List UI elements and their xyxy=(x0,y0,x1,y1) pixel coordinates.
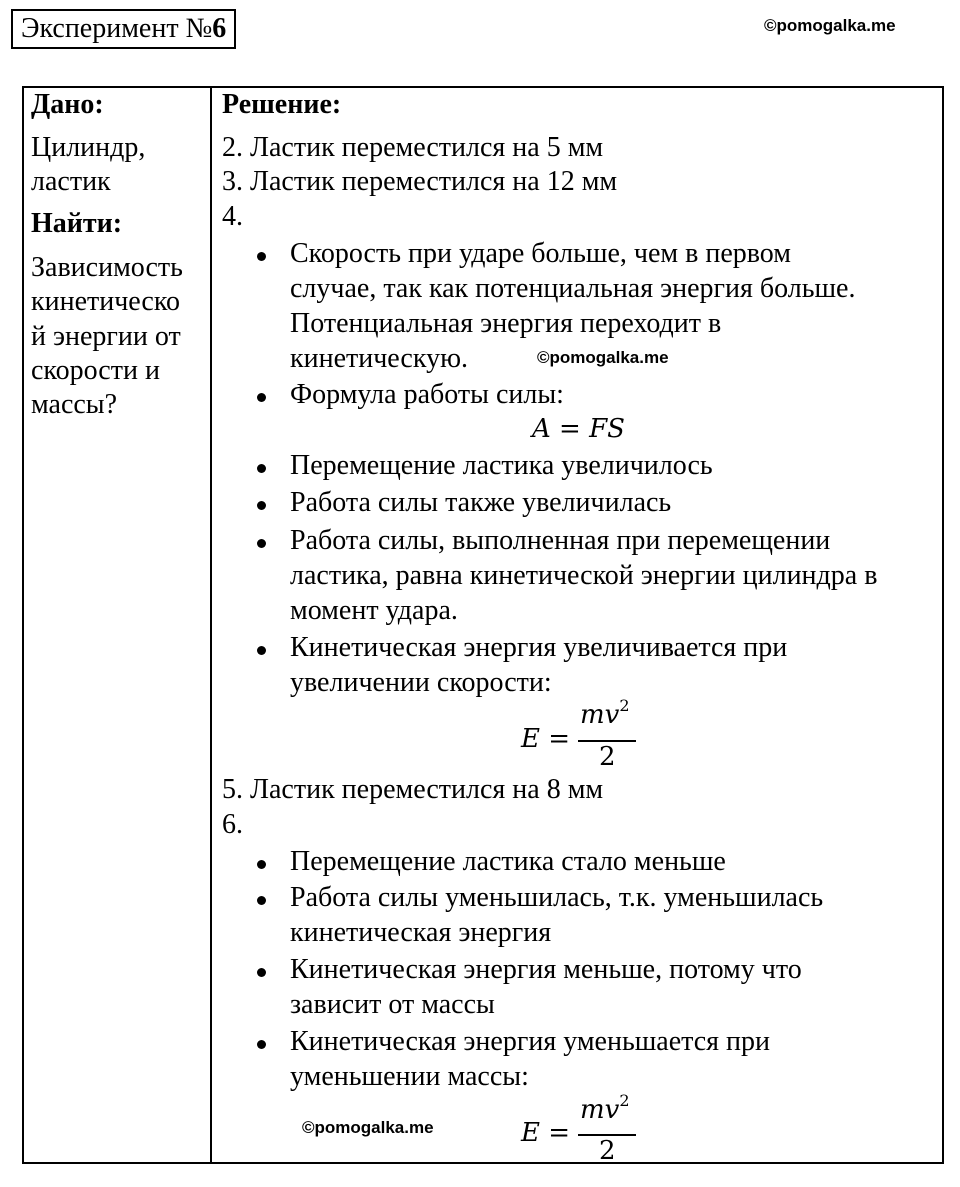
bullet-text: Работа силы также увеличилась xyxy=(290,487,672,518)
experiment-number: 6 xyxy=(212,13,227,44)
bullet-dot xyxy=(257,860,266,869)
step-4: 4. xyxy=(222,201,243,232)
page-title: Эксперимент №6 xyxy=(11,9,236,49)
bullet-text: Работа силы, выполненная при перемещении xyxy=(290,525,831,556)
find-line: Зависимость xyxy=(31,252,183,283)
bullet-text: Потенциальная энергия переходит в xyxy=(290,308,722,339)
step-3: 3. Ластик переместился на 12 мм xyxy=(222,166,618,197)
bullet-text: Перемещение ластика увеличилось xyxy=(290,450,713,481)
bullet-text: Кинетическая энергия меньше, потому что xyxy=(290,954,802,985)
bullet-text: увеличении скорости: xyxy=(290,667,552,698)
formula-energy-denominator: 2 xyxy=(599,742,616,772)
bullet-text: Кинетическая энергия увеличивается при xyxy=(290,632,788,663)
step-5: 5. Ластик переместился на 8 мм xyxy=(222,774,604,805)
bullet-dot xyxy=(257,896,266,905)
bullet-text: кинетическая энергия xyxy=(290,917,552,948)
find-label: Найти: xyxy=(31,208,123,239)
bullet-text: момент удара. xyxy=(290,595,458,626)
step-2: 2. Ластик переместился на 5 мм xyxy=(222,132,604,163)
formula-energy-lhs: E = xyxy=(521,1118,571,1148)
bullet-text: Кинетическая энергия уменьшается при xyxy=(290,1026,770,1057)
bullet-text: Формула работы силы: xyxy=(290,379,564,410)
formula-energy-numerator: $mv^2$ xyxy=(580,696,630,730)
bullet-dot xyxy=(257,646,266,655)
given-line: ластик xyxy=(31,166,111,197)
bullet-text: Работа силы уменьшилась, т.к. уменьшилась xyxy=(290,882,824,913)
find-line: й энергии от xyxy=(31,321,181,352)
formula-energy-lhs: E = xyxy=(521,724,571,754)
bullet-text: Перемещение ластика стало меньше xyxy=(290,846,726,877)
bullet-text: ластика, равна кинетической энергии цилиндра в xyxy=(290,560,878,591)
solution-label: Решение: xyxy=(222,89,342,120)
bullet-dot xyxy=(257,539,266,548)
find-line: кинетическо xyxy=(31,286,181,317)
bullet-dot xyxy=(257,252,266,261)
watermark-middle: ©pomogalka.me xyxy=(537,348,669,367)
bullet-dot xyxy=(257,501,266,510)
bullet-dot xyxy=(257,393,266,402)
bullet-dot xyxy=(257,464,266,473)
bullet-dot xyxy=(257,968,266,977)
bullet-text: уменьшении массы: xyxy=(290,1061,529,1092)
formula-energy-denominator: 2 xyxy=(599,1136,616,1166)
bullet-text: кинетическую. xyxy=(290,343,468,374)
bullet-text: зависит от массы xyxy=(290,989,495,1020)
given-label: Дано: xyxy=(31,89,104,120)
formula-work: A = FS xyxy=(532,414,625,444)
watermark-top: ©pomogalka.me xyxy=(764,16,896,35)
watermark-bottom: ©pomogalka.me xyxy=(302,1118,434,1137)
find-line: скорости и xyxy=(31,355,160,386)
column-divider xyxy=(210,86,212,1164)
bullet-text: Скорость при ударе больше, чем в первом xyxy=(290,238,791,269)
formula-energy-numerator: $mv^2$ xyxy=(580,1091,630,1125)
given-line: Цилиндр, xyxy=(31,132,146,163)
bullet-text: случае, так как потенциальная энергия больше. xyxy=(290,273,856,304)
step-6: 6. xyxy=(222,809,243,840)
find-line: массы? xyxy=(31,389,118,420)
bullet-dot xyxy=(257,1040,266,1049)
